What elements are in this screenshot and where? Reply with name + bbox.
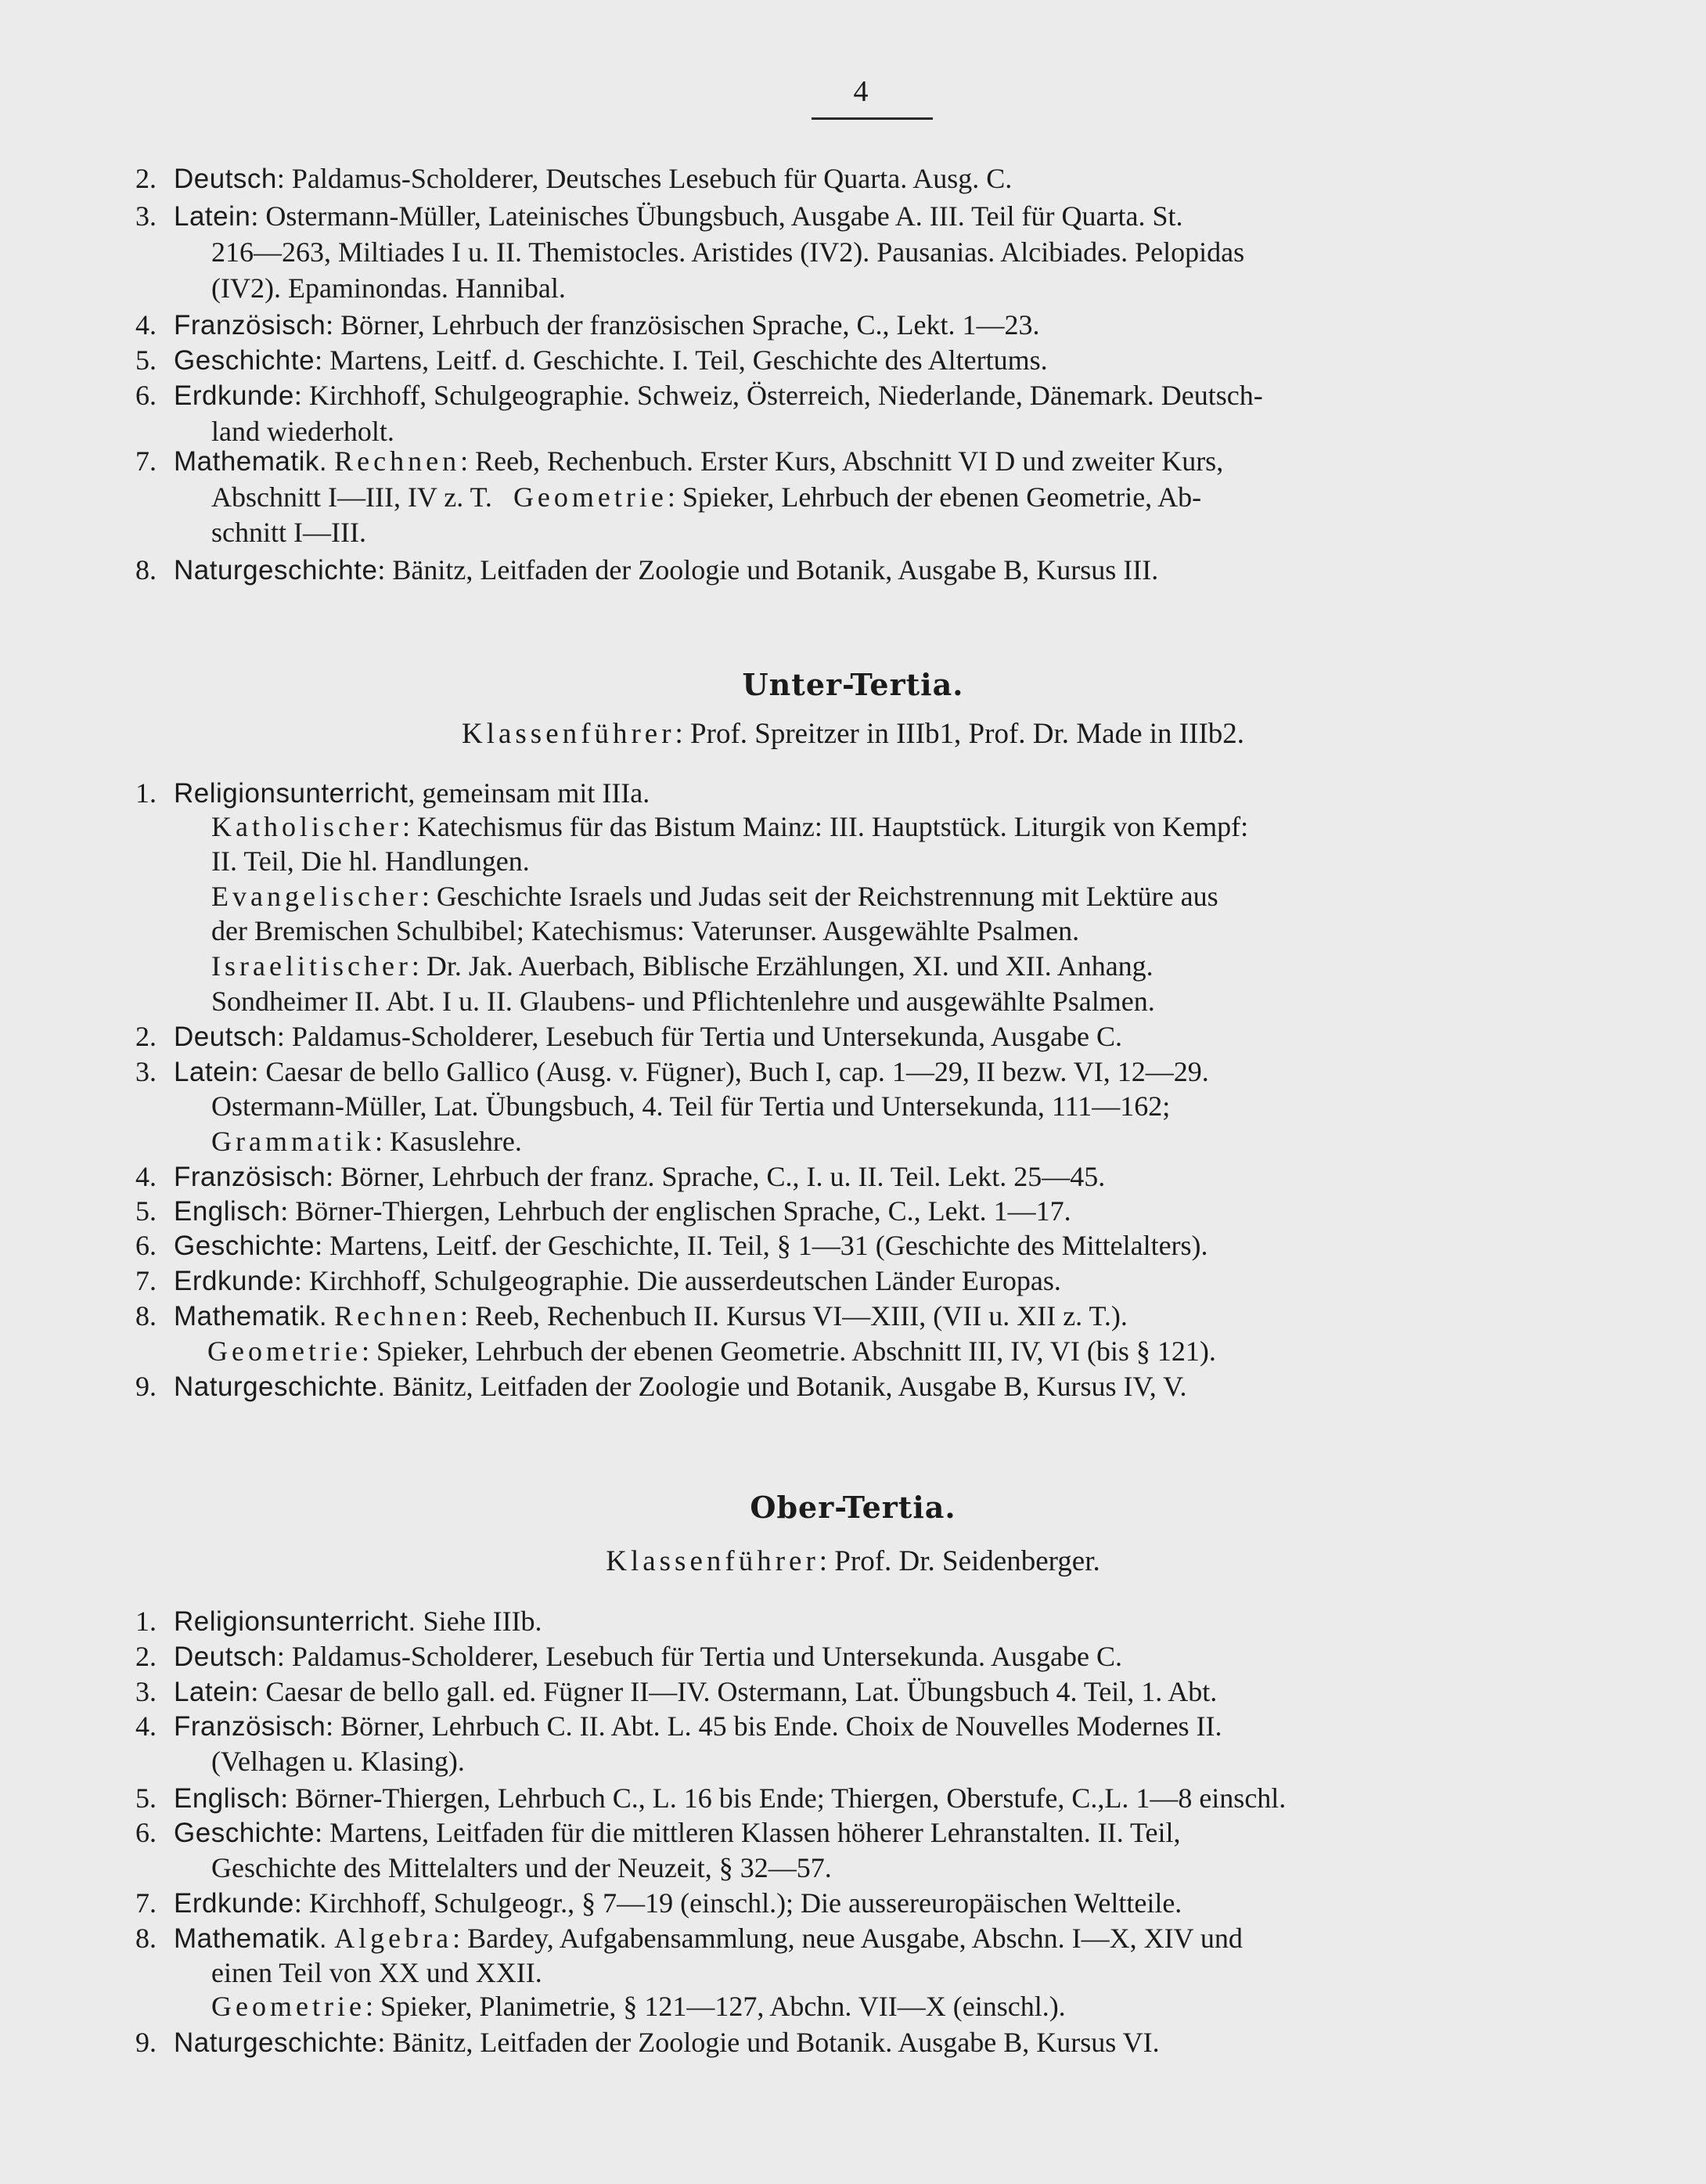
subject-label: Naturgeschichte	[174, 2027, 378, 2058]
spaced-term: Geometrie	[513, 481, 668, 513]
item-continuation: Israelitischer: Dr. Jak. Auerbach, Biblische Erzählungen, XI. und XII. Anhang.	[211, 950, 1154, 982]
item-continuation: land wiederholt.	[211, 416, 394, 447]
subject-label: Latein	[174, 201, 251, 232]
item-number: 1.	[135, 777, 157, 809]
subject-label: Erdkunde	[174, 1888, 294, 1919]
subject-label: Französisch	[174, 310, 326, 341]
item-continuation: Geschichte des Mittelalters und der Neuzeit, § 32—57.	[211, 1852, 832, 1883]
list-item	[174, 1263, 1061, 1299]
list-item	[174, 1603, 542, 1639]
item-number: 2.	[135, 163, 157, 194]
item-continuation: (IV2). Epaminondas. Hannibal.	[211, 272, 566, 304]
item-text: : Kirchhoff, Schulgeogr., § 7—19 (einschl.); Die aussereuropäischen Weltteile.	[293, 1887, 1182, 1919]
list-item	[174, 1159, 1105, 1195]
item-number: 2.	[135, 1021, 157, 1052]
item-continuation: einen Teil von XX und XXII.	[211, 1957, 542, 1988]
item-text: : Reeb, Rechenbuch. Erster Kurs, Abschnitt VI D und zweiter Kurs,	[460, 445, 1224, 477]
item-continuation: II. Teil, Die hl. Handlungen.	[211, 845, 530, 877]
item-continuation: schnitt I—III.	[211, 517, 366, 548]
item-number: 5.	[135, 344, 157, 376]
list-item	[174, 2024, 1160, 2060]
item-text: : Bardey, Aufgabensammlung, neue Ausgabe, Abschn. I—X, XIV und	[452, 1923, 1243, 1954]
list-item	[174, 1674, 1217, 1710]
spaced-term: Klassenführer	[606, 1545, 819, 1577]
subject-label: Geschichte	[174, 345, 315, 376]
subject-label: Mathematik.	[174, 1923, 328, 1954]
spaced-term: Rechnen	[334, 1300, 461, 1332]
spaced-term: Israelitischer	[211, 950, 412, 982]
item-continuation: Ostermann-Müller, Lat. Übungsbuch, 4. Teil für Tertia und Untersekunda, 111—162;	[211, 1090, 1171, 1122]
list-item	[174, 307, 1039, 343]
list-item	[174, 342, 1048, 378]
list-item	[174, 1368, 1187, 1404]
item-number: 9.	[135, 1371, 157, 1402]
item-number: 8.	[135, 1300, 157, 1332]
subject-label: Religionsunterricht	[174, 778, 409, 809]
item-text: : Kirchhoff, Schulgeographie. Schweiz, Österreich, Niederlande, Dänemark. Deutsch-	[293, 380, 1263, 411]
spaced-term: Geometrie	[211, 1991, 365, 2022]
item-continuation: Katholischer: Katechismus für das Bistum Mainz: III. Hauptstück. Liturgik von Kempf:	[211, 811, 1249, 842]
subject-label: Mathematik.	[174, 1301, 328, 1332]
item-number: 2.	[135, 1641, 157, 1672]
subject-label: Erdkunde	[174, 380, 294, 411]
spaced-term: Geometrie	[207, 1335, 362, 1367]
subject-label: Naturgeschichte	[174, 555, 378, 586]
item-continuation: 216—263, Miltiades I u. II. Themistocles. Aristides (IV2). Pausanias. Alcibiades. Pelopidas	[211, 236, 1245, 268]
list-item	[174, 552, 1158, 588]
item-number: 9.	[135, 2027, 157, 2058]
subject-label: Latein	[174, 1677, 251, 1707]
list-item	[174, 1298, 1128, 1334]
list-item	[174, 377, 1263, 413]
item-continuation: Sondheimer II. Abt. I u. II. Glaubens- und Pflichtenlehre und ausgewählte Psalmen.	[211, 986, 1155, 1017]
list-item	[174, 1193, 1071, 1229]
item-text: : Kirchhoff, Schulgeographie. Die ausserdeutschen Länder Europas.	[293, 1265, 1061, 1296]
list-item	[174, 1227, 1208, 1263]
list-item	[174, 160, 1012, 196]
item-number: 8.	[135, 554, 157, 586]
page-number-rule	[812, 117, 933, 120]
list-item	[174, 1018, 1122, 1054]
item-text: : Börner-Thiergen, Lehrbuch C., L. 16 bis Ende; Thiergen, Oberstufe, C.,L. 1—8 einschl.	[280, 1782, 1287, 1814]
item-continuation: Evangelischer: Geschichte Israels und Judas seit der Reichstrennung mit Lektüre aus	[211, 881, 1218, 912]
item-text: : Martens, Leitf. d. Geschichte. I. Teil, Geschichte des Altertums.	[315, 344, 1048, 376]
item-text: : Reeb, Rechenbuch II. Kursus VI—XIII, (VII u. XII z. T.).	[460, 1300, 1128, 1332]
item-text: : Börner-Thiergen, Lehrbuch der englischen Sprache, C., Lekt. 1—17.	[280, 1195, 1071, 1227]
list-item	[174, 1815, 1181, 1851]
item-text: : Börner, Lehrbuch C. II. Abt. L. 45 bis Ende. Choix de Nouvelles Modernes II.	[326, 1710, 1222, 1742]
list-item	[174, 1920, 1243, 1956]
item-number: 6.	[135, 1230, 157, 1261]
spaced-term: Algebra	[334, 1923, 453, 1954]
item-number: 6.	[135, 380, 157, 411]
section-heading: Unter-Tertia.	[742, 667, 964, 702]
subject-label: Geschichte	[174, 1818, 315, 1848]
item-text: : Bänitz, Leitfaden der Zoologie und Botanik, Ausgabe B, Kursus III.	[377, 554, 1159, 586]
list-item	[174, 1885, 1182, 1921]
item-number: 3.	[135, 200, 157, 232]
list-item	[174, 198, 1183, 234]
subject-label: Englisch	[174, 1196, 281, 1227]
class-teacher-line: Klassenführer: Prof. Spreitzer in IIIb1, Prof. Dr. Made in IIIb2.	[461, 718, 1245, 750]
list-item	[174, 775, 650, 811]
item-number: 3.	[135, 1056, 157, 1087]
item-number: 6.	[135, 1817, 157, 1848]
item-text: : Börner, Lehrbuch der franz. Sprache, C., I. u. II. Teil. Lekt. 25—45.	[326, 1161, 1106, 1192]
spaced-term: Katholischer	[211, 811, 402, 842]
page-number: 4	[853, 75, 869, 108]
item-continuation: Geometrie: Spieker, Planimetrie, § 121—127, Abchn. VII—X (einschl.).	[211, 1991, 1066, 2022]
subject-label: Französisch	[174, 1162, 326, 1192]
subject-label: Deutsch	[174, 1642, 277, 1672]
item-text: Siehe IIIb.	[416, 1606, 542, 1637]
subject-label: Mathematik.	[174, 446, 328, 477]
item-number: 5.	[135, 1782, 157, 1814]
spaced-term: Klassenführer	[461, 718, 675, 750]
spaced-term: Grammatik	[211, 1126, 375, 1157]
item-text: Bänitz, Leitfaden der Zoologie und Botanik, Ausgabe B, Kursus IV, V.	[385, 1371, 1187, 1402]
item-text: : Ostermann-Müller, Lateinisches Übungsbuch, Ausgabe A. III. Teil für Quarta. St.	[250, 200, 1183, 232]
list-item	[174, 1780, 1286, 1816]
list-item	[174, 1708, 1222, 1744]
item-continuation: Geometrie: Spieker, Lehrbuch der ebenen Geometrie. Abschnitt III, IV, VI (bis § 121).	[207, 1335, 1216, 1367]
subject-label: Deutsch	[174, 1022, 277, 1052]
subject-label: Französisch	[174, 1711, 326, 1742]
item-continuation: Abschnitt I—III, IV z. T. Geometrie: Spieker, Lehrbuch der ebenen Geometrie, Ab-	[211, 481, 1202, 513]
item-number: 7.	[135, 445, 157, 477]
list-item	[174, 443, 1223, 479]
item-text: : Caesar de bello Gallico (Ausg. v. Fügner), Buch I, cap. 1—29, II bezw. VI, 12—29.	[250, 1056, 1209, 1087]
item-text: , gemeinsam mit IIIa.	[408, 777, 650, 809]
list-item	[174, 1054, 1209, 1090]
item-continuation: der Bremischen Schulbibel; Katechismus: Vaterunser. Ausgewählte Psalmen.	[211, 915, 1080, 946]
item-text: : Martens, Leitf. der Geschichte, II. Teil, § 1—31 (Geschichte des Mittelalters).	[315, 1230, 1208, 1261]
subject-label: Geschichte	[174, 1231, 315, 1261]
spaced-term: Rechnen	[334, 445, 461, 477]
item-text: : Paldamus-Scholderer, Lesebuch für Tertia und Untersekunda. Ausgabe C.	[276, 1641, 1122, 1672]
item-text: : Paldamus-Scholderer, Deutsches Lesebuch für Quarta. Ausg. C.	[276, 163, 1013, 194]
subject-label: Erdkunde	[174, 1266, 294, 1296]
item-number: 4.	[135, 309, 157, 341]
item-number: 4.	[135, 1710, 157, 1742]
item-number: 1.	[135, 1606, 157, 1637]
item-number: 7.	[135, 1265, 157, 1296]
list-item	[174, 1638, 1122, 1674]
item-number: 5.	[135, 1195, 157, 1227]
item-text: : Bänitz, Leitfaden der Zoologie und Botanik. Ausgabe B, Kursus VI.	[377, 2027, 1160, 2058]
item-text: : Paldamus-Scholderer, Lesebuch für Tertia und Untersekunda, Ausgabe C.	[276, 1021, 1122, 1052]
item-number: 3.	[135, 1676, 157, 1707]
item-text: : Caesar de bello gall. ed. Fügner II—IV. Ostermann, Lat. Übungsbuch 4. Teil, 1. Abt.	[250, 1676, 1218, 1707]
item-number: 7.	[135, 1887, 157, 1919]
subject-label: Religionsunterricht.	[174, 1606, 416, 1637]
subject-label: Deutsch	[174, 164, 277, 194]
subject-label: Naturgeschichte.	[174, 1371, 386, 1402]
subject-label: Englisch	[174, 1783, 281, 1814]
section-heading: Ober-Tertia.	[750, 1490, 956, 1525]
item-text: : Martens, Leitfaden für die mittleren Klassen höherer Lehranstalten. II. Teil,	[315, 1817, 1181, 1848]
item-continuation: Grammatik: Kasuslehre.	[211, 1126, 522, 1157]
class-teacher-line: Klassenführer: Prof. Dr. Seidenberger.	[606, 1545, 1100, 1577]
item-text: : Börner, Lehrbuch der französischen Sprache, C., Lekt. 1—23.	[326, 309, 1040, 341]
item-number: 8.	[135, 1923, 157, 1954]
item-continuation: (Velhagen u. Klasing).	[211, 1746, 465, 1777]
subject-label: Latein	[174, 1057, 251, 1087]
spaced-term: Evangelischer	[211, 881, 422, 912]
item-number: 4.	[135, 1161, 157, 1192]
